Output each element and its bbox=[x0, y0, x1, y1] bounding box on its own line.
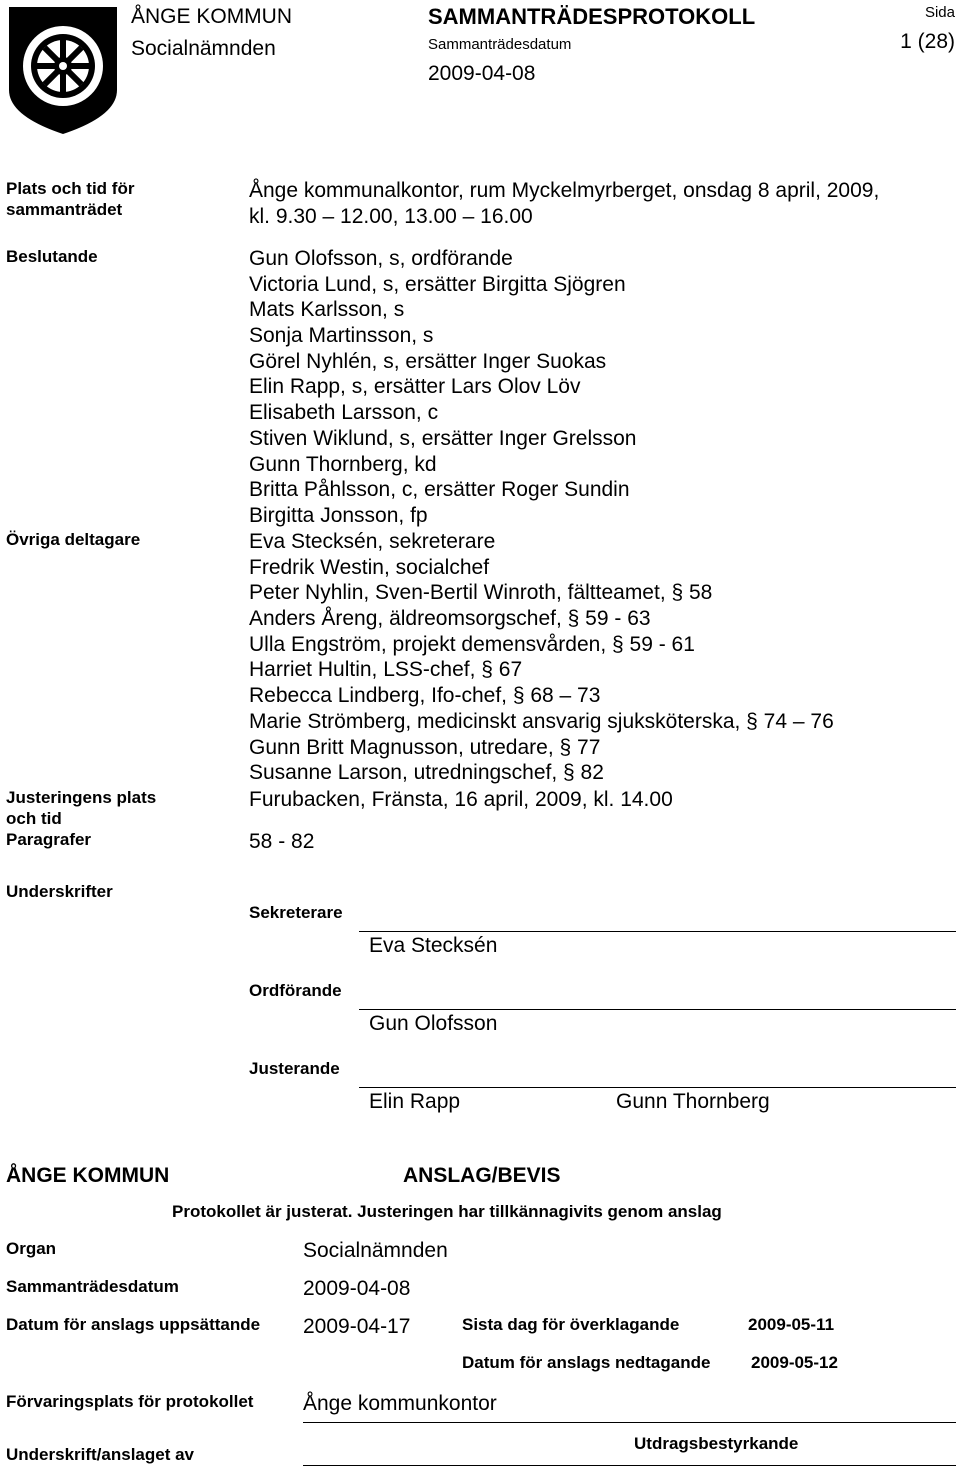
storage-place: Ånge kommunkontor bbox=[303, 1392, 497, 1415]
secretary-signature-line bbox=[359, 931, 956, 932]
document-title: SAMMANTRÄDESPROTOKOLL bbox=[428, 4, 756, 29]
committee-name: Socialnämnden bbox=[131, 37, 276, 60]
page-number: 1 (28) bbox=[900, 30, 955, 53]
appeal-date: 2009-05-11 bbox=[748, 1315, 835, 1334]
signed-by-signature-line bbox=[303, 1465, 956, 1466]
list-item: Harriet Hultin, LSS-chef, § 67 bbox=[249, 658, 523, 682]
chair-label: Ordförande bbox=[249, 981, 342, 1000]
deciding-label: Beslutande bbox=[6, 247, 98, 266]
list-item: Victoria Lund, s, ersätter Birgitta Sjögren bbox=[249, 272, 626, 296]
list-item: Gun Olofsson, s, ordförande bbox=[249, 247, 513, 270]
other-participants-list bbox=[249, 529, 834, 786]
list-item: Eva Stecksén, sekreterare bbox=[249, 530, 496, 553]
notice-meeting-date: 2009-04-08 bbox=[303, 1277, 411, 1300]
list-item: Fredrik Westin, socialchef bbox=[249, 555, 490, 579]
list-item: Rebecca Lindberg, Ifo-chef, § 68 – 73 bbox=[249, 684, 601, 708]
adjuster-1-name: Elin Rapp bbox=[369, 1090, 461, 1113]
storage-label: Förvaringsplats för protokollet bbox=[6, 1392, 254, 1411]
others-label: Övriga deltagare bbox=[6, 530, 141, 549]
municipal-wheel-emblem-icon bbox=[6, 4, 120, 136]
notice-statement: Protokollet är justerat. Justeringen har tillkännagivits genom anslag bbox=[172, 1202, 722, 1221]
adjustment-label-line: Justeringens plats bbox=[6, 788, 157, 807]
meeting-place-line: kl. 9.30 – 12.00, 13.00 – 16.00 bbox=[249, 204, 533, 228]
list-item: Ulla Engström, projekt demensvården, § 59 - 61 bbox=[249, 632, 695, 656]
page-label: Sida bbox=[924, 4, 955, 21]
list-item: Birgitta Jonsson, fp bbox=[249, 503, 428, 527]
notice-municipality: ÅNGE KOMMUN bbox=[6, 1164, 170, 1187]
meeting-place-line: Ånge kommunalkontor, rum Myckelmyrberget, onsdag 8 april, 2009, bbox=[249, 179, 880, 202]
organ-label: Organ bbox=[6, 1239, 57, 1258]
list-item: Gunn Britt Magnusson, utredare, § 77 bbox=[249, 735, 601, 759]
list-item: Elisabeth Larsson, c bbox=[249, 401, 439, 425]
adjustment-label-line: och tid bbox=[6, 809, 62, 828]
meeting-place bbox=[249, 178, 879, 229]
chair-signature-line bbox=[359, 1009, 956, 1010]
extract-label: Utdragsbestyrkande bbox=[634, 1434, 799, 1453]
adjusters-signature-line bbox=[359, 1087, 956, 1088]
signed-by-label: Underskrift/anslaget av bbox=[6, 1445, 195, 1464]
removed-date: 2009-05-12 bbox=[751, 1353, 838, 1372]
list-item: Mats Karlsson, s bbox=[249, 298, 405, 322]
place-label-line: Plats och tid för bbox=[6, 179, 135, 198]
place-label-line: sammanträdet bbox=[6, 200, 123, 219]
paragraphs-label: Paragrafer bbox=[6, 830, 92, 849]
secretary-label: Sekreterare bbox=[249, 903, 343, 922]
adjuster-2-name: Gunn Thornberg bbox=[616, 1090, 770, 1113]
chair-name: Gun Olofsson bbox=[369, 1012, 498, 1035]
list-item: Anders Åreng, äldreomsorgschef, § 59 - 63 bbox=[249, 607, 651, 631]
meeting-date: 2009-04-08 bbox=[428, 62, 536, 85]
paragraphs-range: 58 - 82 bbox=[249, 830, 315, 853]
list-item: Sonja Martinsson, s bbox=[249, 324, 434, 348]
adjustment-place: Furubacken, Fränsta, 16 april, 2009, kl. 14.00 bbox=[249, 788, 673, 811]
organ-value: Socialnämnden bbox=[303, 1239, 448, 1262]
storage-underline bbox=[303, 1422, 956, 1423]
secretary-name: Eva Stecksén bbox=[369, 934, 498, 957]
adjustment-label bbox=[6, 787, 156, 829]
deciding-members-list bbox=[249, 246, 637, 529]
list-item: Stiven Wiklund, s, ersätter Inger Grelsson bbox=[249, 426, 637, 450]
notice-title: ANSLAG/BEVIS bbox=[403, 1164, 561, 1187]
list-item: Elin Rapp, s, ersätter Lars Olov Löv bbox=[249, 375, 581, 399]
posted-date: 2009-04-17 bbox=[303, 1315, 411, 1338]
signatures-label: Underskrifter bbox=[6, 882, 113, 901]
adjusters-label: Justerande bbox=[249, 1059, 340, 1078]
removed-date-label: Datum för anslags nedtagande bbox=[462, 1353, 711, 1372]
list-item: Görel Nyhlén, s, ersätter Inger Suokas bbox=[249, 349, 607, 373]
list-item: Gunn Thornberg, kd bbox=[249, 452, 437, 476]
list-item: Britta Påhlsson, c, ersätter Roger Sundin bbox=[249, 478, 630, 502]
meeting-date-label: Sammanträdesdatum bbox=[428, 36, 572, 53]
municipality-name: ÅNGE KOMMUN bbox=[131, 5, 293, 28]
list-item: Peter Nyhlin, Sven-Bertil Winroth, fältteamet, § 58 bbox=[249, 581, 713, 605]
list-item: Marie Strömberg, medicinskt ansvarig sjuksköterska, § 74 – 76 bbox=[249, 709, 834, 733]
place-label bbox=[6, 178, 134, 220]
list-item: Susanne Larson, utredningschef, § 82 bbox=[249, 761, 604, 785]
posted-date-label: Datum för anslags uppsättande bbox=[6, 1315, 261, 1334]
appeal-date-label: Sista dag för överklagande bbox=[462, 1315, 680, 1334]
notice-meeting-date-label: Sammanträdesdatum bbox=[6, 1277, 179, 1296]
